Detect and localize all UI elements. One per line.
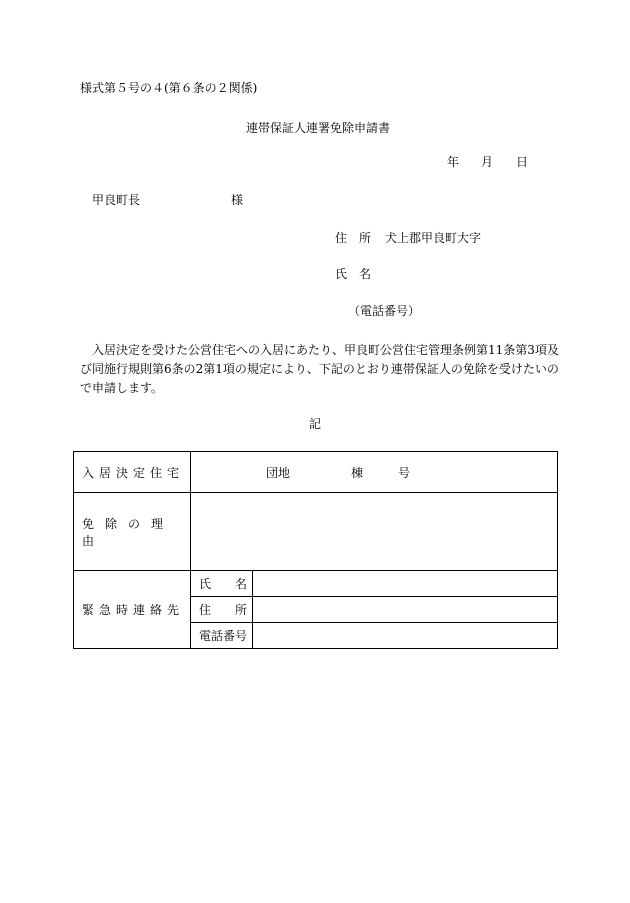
emergency-address-field[interactable]	[253, 597, 558, 623]
tou-label: 棟	[351, 466, 364, 480]
emergency-name-label: 氏 名	[191, 571, 253, 597]
reason-field[interactable]	[191, 493, 558, 571]
row-residence	[74, 452, 558, 493]
emergency-contact-label: 緊急時連絡先	[74, 571, 191, 649]
emergency-address-label: 住 所	[191, 597, 253, 623]
emergency-name-field[interactable]	[253, 571, 558, 597]
row-reason	[74, 493, 558, 571]
residence-label: 入居決定住宅	[74, 452, 191, 493]
applicant-name-label: 氏 名	[335, 267, 372, 281]
addressee-name: 甲良町長	[92, 193, 141, 207]
row-emergency-name	[74, 571, 558, 597]
addressee-honorific: 様	[231, 193, 244, 207]
residence-field[interactable]	[191, 452, 558, 493]
danchi-label: 団地	[266, 466, 291, 480]
application-table	[73, 451, 558, 649]
ki-heading: 記	[309, 417, 322, 431]
emergency-phone-field[interactable]	[253, 623, 558, 649]
date-month: 月	[481, 155, 494, 169]
application-body-text: 入居決定を受けた公営住宅への入居にあたり、甲良町公営住宅管理条例第11条第3項及び同施行規則第6条の2第1項の規定により、下記のとおり連帯保証人の免除を受けたいので申請します。	[80, 343, 559, 395]
applicant-phone-label: （電話番号）	[348, 304, 421, 318]
applicant-address-label: 住 所	[335, 231, 372, 245]
date-day: 日	[516, 155, 529, 169]
emergency-phone-label: 電話番号	[191, 623, 253, 649]
date-year: 年	[447, 155, 460, 169]
document-title: 連帯保証人連署免除申請書	[246, 121, 391, 135]
gou-label: 号	[398, 466, 411, 480]
form-number: 様式第５号の４(第６条の２関係)	[80, 81, 258, 95]
reason-label: 免除の理由	[74, 493, 191, 571]
applicant-address-value: 犬上郡甲良町大字	[385, 231, 482, 245]
